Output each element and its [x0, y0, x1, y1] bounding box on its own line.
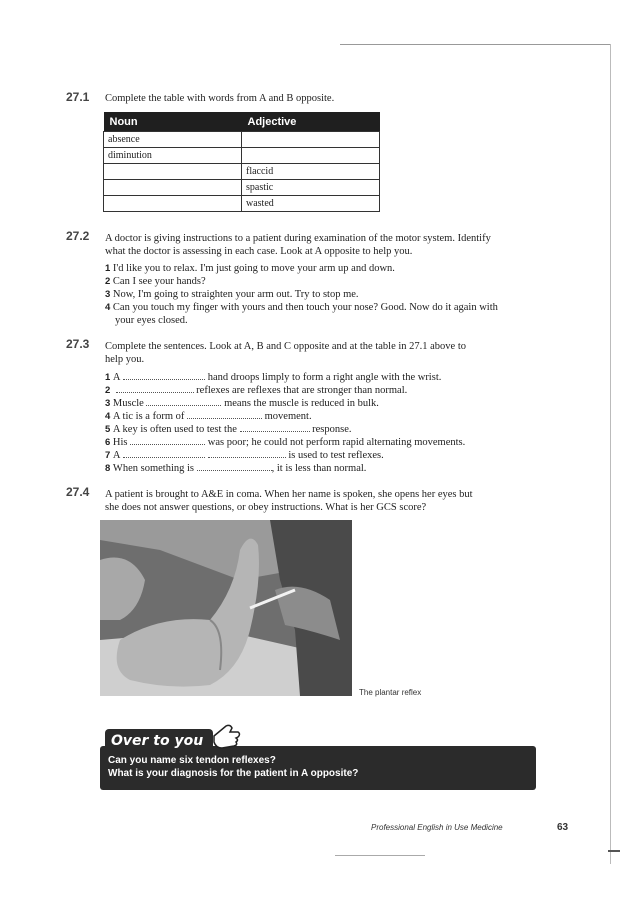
list-item: [105, 409, 312, 423]
exercise-27-2-instruction-line1: A doctor is giving instructions to a patient during examination of the motor system. Identify: [105, 233, 491, 244]
item-after: movement.: [264, 411, 312, 422]
exercise-number-27-3: 27.3: [66, 337, 90, 351]
table-row: [104, 180, 380, 196]
noun-adjective-table: [103, 112, 380, 212]
item-number: 2: [105, 385, 111, 396]
noun-cell[interactable]: [104, 180, 242, 196]
item-text: Now, I'm going to straighten your arm out. Try to stop me.: [112, 289, 359, 300]
list-item: [105, 422, 352, 436]
list-item: [105, 461, 366, 475]
item-text: Can I see your hands?: [112, 276, 206, 287]
table-row: [104, 132, 380, 148]
item-after: means the muscle is reduced in bulk.: [224, 398, 379, 409]
answer-blank[interactable]: [187, 409, 262, 419]
item-after: , it is less than normal.: [271, 463, 367, 474]
list-item: [105, 448, 384, 462]
item-number: 7: [105, 450, 111, 461]
list-item: [105, 383, 407, 397]
item-number: 1: [105, 263, 111, 274]
item-number: 3: [105, 289, 111, 300]
item-number: 8: [105, 463, 111, 474]
noun-cell[interactable]: [104, 164, 242, 180]
adjective-cell[interactable]: [242, 132, 380, 148]
item-after: reflexes are reflexes that are stronger than normal.: [196, 385, 408, 396]
exercise-number-27-2: 27.2: [66, 229, 90, 243]
list-item: [105, 275, 206, 288]
list-item: [105, 370, 441, 384]
item-after: is used to test reflexes.: [288, 450, 384, 461]
list-item: [105, 262, 395, 275]
answer-blank[interactable]: [197, 461, 272, 471]
page-number: 63: [557, 822, 569, 833]
corner-mark: [608, 850, 620, 852]
list-item: [105, 301, 498, 314]
item-after: was poor; he could not perform rapid alternating movements.: [207, 437, 466, 448]
table-header-noun: Noun: [104, 112, 242, 132]
item-number: 3: [105, 398, 111, 409]
item-number: 4: [105, 411, 111, 422]
item-number: 6: [105, 437, 111, 448]
table-row: [104, 164, 380, 180]
exercise-27-2-instruction-line2: what the doctor is assessing in each case. Look at A opposite to help you.: [105, 246, 413, 257]
adjective-cell[interactable]: spastic: [242, 180, 380, 196]
list-item: [105, 396, 379, 410]
over-to-you-question-1: Can you name six tendon reflexes?: [108, 755, 276, 766]
item-before: A: [112, 372, 121, 383]
photo-caption: The plantar reflex: [359, 688, 422, 697]
answer-blank[interactable]: [240, 422, 310, 432]
table-row: [104, 196, 380, 212]
answer-blank[interactable]: [146, 396, 221, 406]
plantar-reflex-photo: [100, 520, 352, 696]
item-after: hand droops limply to form a right angle with the wrist.: [207, 372, 442, 383]
exercise-number-27-1: 27.1: [66, 90, 90, 104]
exercise-27-4-text-line2: she does not answer questions, or obey instructions. What is her GCS score?: [105, 502, 427, 513]
table-header-adjective: Adjective: [242, 112, 380, 132]
item-before: A key is often used to test the: [112, 424, 237, 435]
item-number: 1: [105, 372, 111, 383]
item-before: His: [112, 437, 128, 448]
list-item-continuation: your eyes closed.: [115, 315, 188, 326]
list-item: [105, 435, 465, 449]
item-number: 4: [105, 302, 111, 313]
footer-book-title: Professional English in Use Medicine: [371, 823, 503, 832]
exercise-27-4-text-line1: A patient is brought to A&E in coma. When her name is spoken, she opens her eyes but: [105, 489, 473, 500]
list-item: [105, 288, 359, 301]
item-after: response.: [312, 424, 352, 435]
noun-cell[interactable]: [104, 196, 242, 212]
answer-blank[interactable]: [208, 448, 286, 458]
exercise-number-27-4: 27.4: [66, 485, 90, 499]
item-before: Muscle: [112, 398, 144, 409]
item-before: A: [112, 450, 121, 461]
item-number: 2: [105, 276, 111, 287]
answer-blank[interactable]: [130, 435, 205, 445]
answer-blank[interactable]: [123, 448, 205, 458]
noun-cell[interactable]: absence: [104, 132, 242, 148]
adjective-cell[interactable]: flaccid: [242, 164, 380, 180]
over-to-you-question-2: What is your diagnosis for the patient in A opposite?: [108, 768, 359, 779]
top-rule: [340, 44, 610, 45]
table-row: [104, 148, 380, 164]
noun-cell[interactable]: diminution: [104, 148, 242, 164]
adjective-cell[interactable]: [242, 148, 380, 164]
item-text: I'd like you to relax. I'm just going to move your arm up and down.: [112, 263, 395, 274]
adjective-cell[interactable]: wasted: [242, 196, 380, 212]
pointing-hand-icon: [210, 722, 242, 752]
right-edge: [610, 44, 611, 864]
exercise-27-3-instruction-line1: Complete the sentences. Look at A, B and C opposite and at the table in 27.1 above to: [105, 341, 467, 352]
answer-blank[interactable]: [123, 370, 205, 380]
answer-blank[interactable]: [116, 383, 194, 393]
bottom-rule: [335, 855, 425, 856]
item-number: 5: [105, 424, 111, 435]
over-to-you-title: Over to you: [105, 729, 213, 753]
item-text: Can you touch my finger with yours and then touch your nose? Good. Now do it again with: [112, 302, 498, 313]
exercise-27-3-instruction-line2: help you.: [105, 354, 145, 365]
item-before: A tic is a form of: [112, 411, 185, 422]
item-before: When something is: [112, 463, 194, 474]
exercise-27-1-instruction: Complete the table with words from A and B opposite.: [105, 93, 335, 104]
